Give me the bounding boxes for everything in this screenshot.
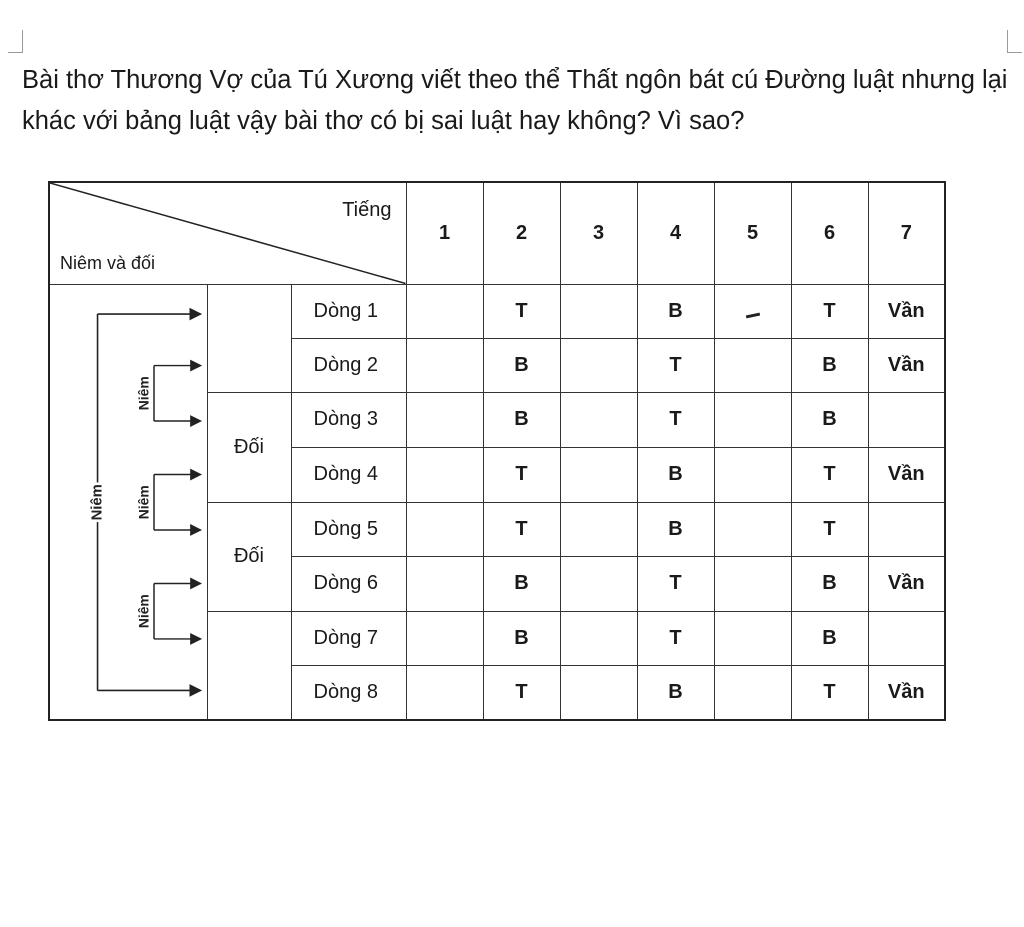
cell-r4-c7: Vần <box>868 447 945 502</box>
diagonal-header-cell <box>49 182 406 284</box>
niem-label-outer: Niêm <box>89 483 106 520</box>
cell-r4-c5 <box>714 447 791 502</box>
cell-r4-c3 <box>560 447 637 502</box>
cell-r3-c5 <box>714 392 791 447</box>
header-tieng: Tiếng <box>342 199 392 221</box>
doi-label-3-4: Đối <box>207 392 291 502</box>
cell-r8-c3 <box>560 665 637 720</box>
cell-r8-c2: T <box>483 665 560 720</box>
cell-r5-c4: B <box>637 502 714 556</box>
cell-r2-c2: B <box>483 338 560 392</box>
cell-r1-c1 <box>406 284 483 338</box>
cell-r3-c2: B <box>483 392 560 447</box>
row-label-3: Dòng 3 <box>291 392 406 447</box>
question-text: Bài thơ Thương Vợ của Tú Xương viết theo thể Thất ngôn bát cú Đường luật nhưng lại khác với bảng luật vậy bài thơ có bị sai luật hay không? Vì sao? <box>22 66 1008 135</box>
row-label-4: Dòng 4 <box>291 447 406 502</box>
doi-label-5-6: Đối <box>207 502 291 611</box>
doi-empty-7-8 <box>207 611 291 720</box>
cell-r5-c7 <box>868 502 945 556</box>
cell-r1-c4: B <box>637 284 714 338</box>
cell-r4-c1 <box>406 447 483 502</box>
cell-r3-c1 <box>406 392 483 447</box>
stray-mark <box>745 312 759 318</box>
cell-r6-c1 <box>406 556 483 611</box>
cell-r2-c3 <box>560 338 637 392</box>
row-label-5: Dòng 5 <box>291 502 406 556</box>
page-corner-mark-right <box>1007 30 1022 53</box>
cell-r1-c6: T <box>791 284 868 338</box>
cell-r7-c6: B <box>791 611 868 665</box>
cell-r1-c5 <box>714 284 791 338</box>
cell-r4-c6: T <box>791 447 868 502</box>
niem-arrows-diagram <box>50 285 207 720</box>
cell-r3-c4: T <box>637 392 714 447</box>
niem-label-6-7: Niêm <box>135 593 152 628</box>
niem-label-2-3: Niêm <box>135 375 152 410</box>
cell-r8-c7: Vần <box>868 665 945 720</box>
cell-r2-c7: Vần <box>868 338 945 392</box>
row-label-1: Dòng 1 <box>291 284 406 338</box>
cell-r8-c1 <box>406 665 483 720</box>
cell-r6-c3 <box>560 556 637 611</box>
cell-r8-c4: B <box>637 665 714 720</box>
cell-r7-c5 <box>714 611 791 665</box>
cell-r7-c1 <box>406 611 483 665</box>
cell-r7-c4: T <box>637 611 714 665</box>
cell-r5-c6: T <box>791 502 868 556</box>
column-header-6: 6 <box>791 182 868 284</box>
cell-r8-c6: T <box>791 665 868 720</box>
column-header-1: 1 <box>406 182 483 284</box>
header-niem-va-doi: Niêm và đối <box>60 252 156 273</box>
cell-r8-c5 <box>714 665 791 720</box>
column-header-2: 2 <box>483 182 560 284</box>
cell-r3-c6: B <box>791 392 868 447</box>
row-label-7: Dòng 7 <box>291 611 406 665</box>
column-header-3: 3 <box>560 182 637 284</box>
cell-r1-c2: T <box>483 284 560 338</box>
cell-r2-c1 <box>406 338 483 392</box>
cell-r3-c7 <box>868 392 945 447</box>
cell-r3-c3 <box>560 392 637 447</box>
row-label-6: Dòng 6 <box>291 556 406 611</box>
page-corner-mark-left <box>8 30 23 53</box>
cell-r5-c1 <box>406 502 483 556</box>
cell-r1-c7: Vần <box>868 284 945 338</box>
cell-r6-c6: B <box>791 556 868 611</box>
doi-empty-1-2 <box>207 284 291 392</box>
row-label-8: Dòng 8 <box>291 665 406 720</box>
cell-r6-c5 <box>714 556 791 611</box>
cell-r5-c2: T <box>483 502 560 556</box>
niem-label-4-5: Niêm <box>135 484 152 519</box>
tonal-rules-table <box>48 181 946 721</box>
cell-r4-c4: B <box>637 447 714 502</box>
cell-r4-c2: T <box>483 447 560 502</box>
column-header-5: 5 <box>714 182 791 284</box>
niem-diagram-cell <box>49 284 207 720</box>
column-header-4: 4 <box>637 182 714 284</box>
row-label-2: Dòng 2 <box>291 338 406 392</box>
cell-r2-c4: T <box>637 338 714 392</box>
cell-r6-c7: Vần <box>868 556 945 611</box>
cell-r6-c4: T <box>637 556 714 611</box>
cell-r1-c3 <box>560 284 637 338</box>
cell-r5-c3 <box>560 502 637 556</box>
cell-r2-c5 <box>714 338 791 392</box>
cell-r7-c3 <box>560 611 637 665</box>
cell-r2-c6: B <box>791 338 868 392</box>
column-header-7: 7 <box>868 182 945 284</box>
cell-r6-c2: B <box>483 556 560 611</box>
cell-r5-c5 <box>714 502 791 556</box>
cell-r7-c7 <box>868 611 945 665</box>
cell-r7-c2: B <box>483 611 560 665</box>
